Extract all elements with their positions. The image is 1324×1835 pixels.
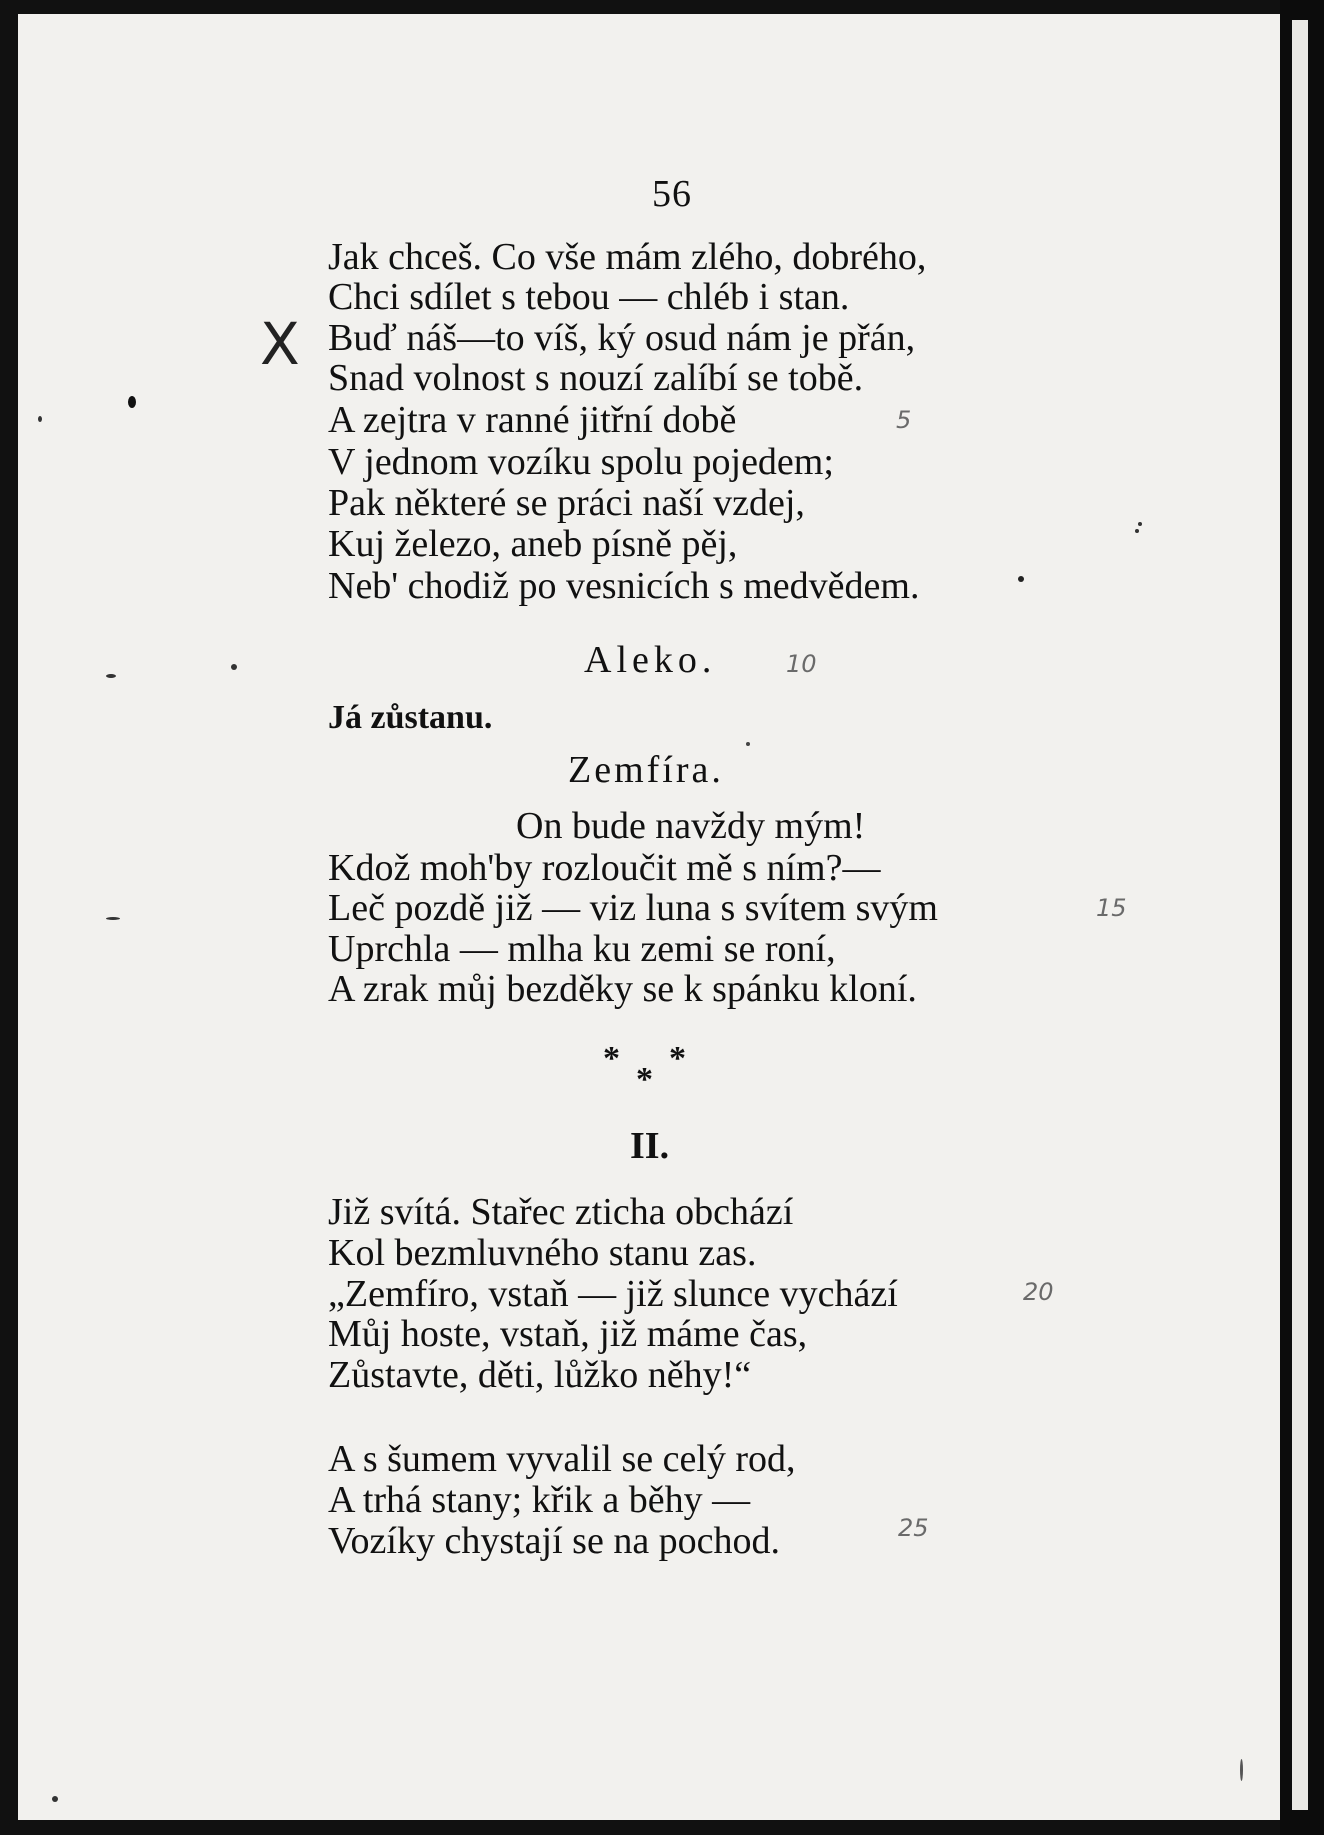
verse-line: A s šumem vyvalil se celý rod,: [328, 1438, 796, 1480]
scan-speck: [746, 742, 750, 746]
scan-speck: [52, 1796, 58, 1802]
margin-line-count-20: 20: [1023, 1278, 1054, 1306]
scan-speck: [38, 416, 42, 422]
scan-speck: [106, 674, 116, 678]
verse-line: Jak chceš. Co vše mám zlého, dobrého,: [328, 236, 927, 278]
verse-line: Již svítá. Stařec zticha obchází: [328, 1191, 794, 1233]
verse-line: A zejtra v ranné jitřní době: [328, 399, 737, 441]
scan-speck: [231, 664, 237, 670]
book-page: [18, 14, 1280, 1820]
verse-line: Uprchla — mlha ku zemi se roní,: [328, 928, 836, 970]
verse-line: V jednom vozíku spolu pojedem;: [328, 441, 834, 483]
speaker-heading-zemfira: Zemfíra.: [568, 749, 724, 791]
speaker-heading-aleko: Aleko.: [584, 639, 717, 681]
verse-line: Pak některé se práci naší vzdej,: [328, 482, 805, 524]
verse-line: Snad volnost s nouzí zalíbí se tobě.: [328, 357, 864, 399]
asterism-star: *: [636, 1061, 653, 1098]
asterism-star: *: [603, 1040, 620, 1077]
verse-line: Vozíky chystají se na pochod.: [328, 1520, 781, 1562]
verse-line: Můj hoste, vstaň, již máme čas,: [328, 1313, 808, 1355]
section-numeral: II.: [630, 1125, 670, 1167]
verse-line: Neb' chodiž po vesnicích s medvědem.: [328, 565, 920, 607]
scan-speck: [1135, 529, 1139, 533]
verse-line: On bude navždy mým!: [516, 805, 866, 847]
scan-speck: [128, 396, 136, 408]
verse-line: Kol bezmluvného stanu zas.: [328, 1232, 757, 1274]
verse-line: Kdož moh'by rozloučit mě s ním?—: [328, 847, 881, 889]
aleko-line: Já zůstanu.: [328, 699, 493, 736]
margin-line-count-5: 5: [896, 406, 912, 434]
margin-line-count-25: 25: [898, 1514, 929, 1542]
margin-line-count-10: 10: [786, 650, 817, 678]
verse-line: „Zemfíro, vstaň — již slunce vychází: [328, 1273, 898, 1315]
scan-speck: [1240, 1759, 1243, 1781]
verse-line: Zůstavte, děti, lůžko něhy!“: [328, 1354, 752, 1396]
verse-line: A zrak můj bezděky se k spánku kloní.: [328, 968, 917, 1010]
margin-line-count-15: 15: [1096, 894, 1127, 922]
scan-speck: [1018, 576, 1024, 582]
verse-line: Buď náš—to víš, ký osud nám je přán,: [328, 317, 916, 359]
page-number: 56: [652, 173, 692, 215]
scan-speck: [106, 917, 120, 920]
verse-line: Chci sdílet s tebou — chléb i stan.: [328, 276, 850, 318]
scan-speck: [1138, 522, 1142, 526]
verse-line: A trhá stany; křik a běhy —: [328, 1479, 751, 1521]
verse-line: Leč pozdě již — viz luna s svítem svým: [328, 887, 938, 929]
asterism-star: *: [669, 1040, 686, 1077]
handwritten-x-mark: X: [260, 310, 300, 378]
verse-line: Kuj železo, aneb písně pěj,: [328, 523, 738, 565]
adjacent-page-edge: [1280, 0, 1324, 1835]
